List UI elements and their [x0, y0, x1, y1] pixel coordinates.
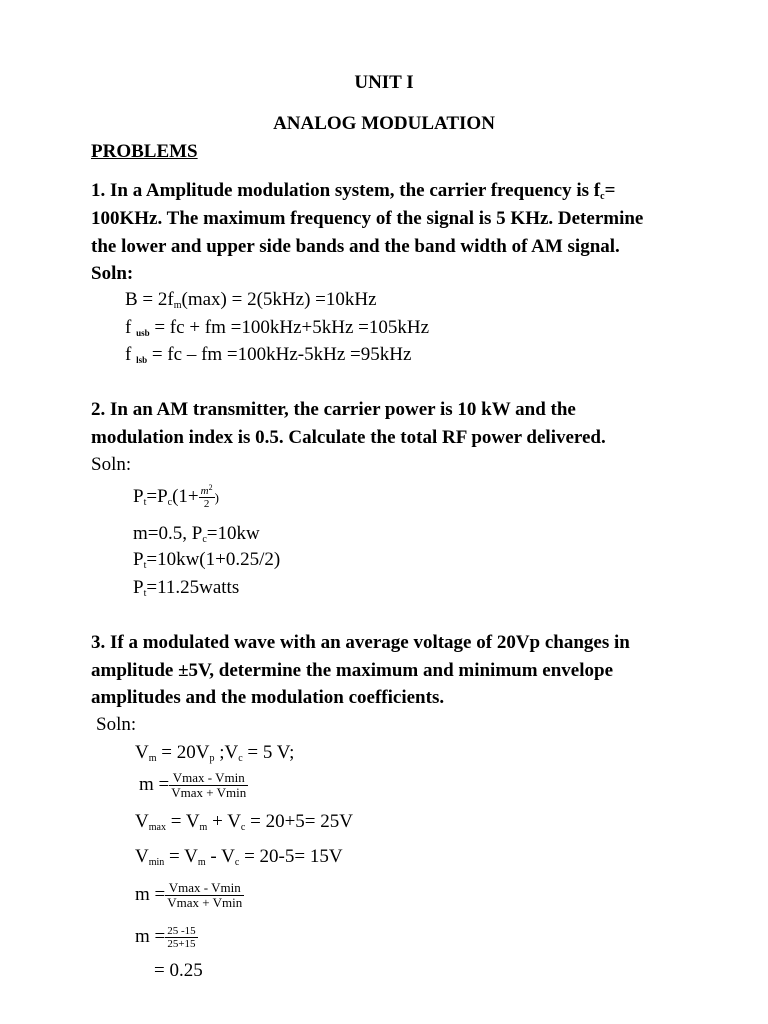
problem-1-soln-label: Soln:	[91, 263, 134, 284]
problem-2-given: m=0.5, $P_c=10kw$	[133, 523, 260, 545]
unit-title: UNIT I	[354, 72, 414, 93]
problem-3-line-2: amplitude ±5V, determine the maximum and minimum envelope	[91, 660, 614, 681]
problem-3-modulation-formula: m = $\frac{Vmax - Vmin}{Vmax + Vmin}$	[139, 770, 247, 801]
m-squared-over-two: $\frac{m^2}{2}$	[200, 483, 213, 511]
problem-3-result: = 0.25	[154, 960, 203, 981]
problem-3-substitution: m = $\frac{25 -15}{25+15}$	[135, 925, 196, 951]
problem-1-line-3: the lower and upper side bands and the band width of AM signal.	[91, 236, 620, 257]
problem-2-line-1: 2. In an AM transmitter, the carrier power is 10 kW and the	[91, 399, 576, 420]
problem-2-result: $P_t=11.25watts$	[133, 577, 240, 599]
numeric-fraction: $\frac{25 -15}{25+15}$	[167, 925, 196, 951]
problem-2-line-2: modulation index is 0.5. Calculate the total RF power delivered.	[91, 427, 606, 448]
problem-3-line-3: amplitudes and the modulation coefficients.	[91, 687, 445, 708]
problem-3-line-1: 3. If a modulated wave with an average voltage of 20Vp changes in	[91, 632, 630, 653]
problem-2-formula: $P_t=P_c(1+$ $\frac{m^2}{2}$ )	[133, 483, 219, 511]
problem-2-soln-label: Soln:	[91, 454, 132, 475]
problem-2-substitution: $P_t=10kw(1+0.25/2)$	[133, 549, 281, 571]
subject-title: ANALOG MODULATION	[273, 113, 495, 134]
problem-1-bandwidth: $B = 2f_m(\max) = 2(5kHz) =10kHz$	[125, 289, 377, 311]
problem-3-soln-label: Soln:	[96, 714, 137, 735]
problem-3-vmax: $V_{max} = V_m + V_c = 20+5= 25V$	[135, 811, 353, 833]
section-heading: PROBLEMS	[91, 141, 198, 162]
problem-3-modulation-formula-2: m = $\frac{Vmax - Vmin}{Vmax + Vmin}$	[135, 880, 243, 911]
problem-1-line-2: 100KHz. The maximum frequency of the signal is 5 KHz. Determine	[91, 208, 644, 229]
problem-3-vmin: $V_{min} = V_m - V_c = 20-5= 15V$	[135, 846, 343, 868]
vmax-vmin-fraction: $\frac{Vmax - Vmin}{Vmax + Vmin}$	[171, 770, 247, 801]
vmax-vmin-fraction-2: $\frac{Vmax - Vmin}{Vmax + Vmin}$	[167, 880, 243, 911]
problem-1-line-1: 1. In a Amplitude modulation system, the carrier frequency is $f_c=$	[91, 180, 616, 202]
problem-3-given: $V_m = 20V_p$ $;V_c = 5$ V;	[135, 742, 295, 764]
problem-1-usb: f $_{usb}$ = fc + fm =100kHz+5kHz =105kHz	[125, 317, 429, 338]
problem-1-lsb: f $_{lsb}$ = fc – fm =100kHz-5kHz =95kHz	[125, 344, 412, 365]
